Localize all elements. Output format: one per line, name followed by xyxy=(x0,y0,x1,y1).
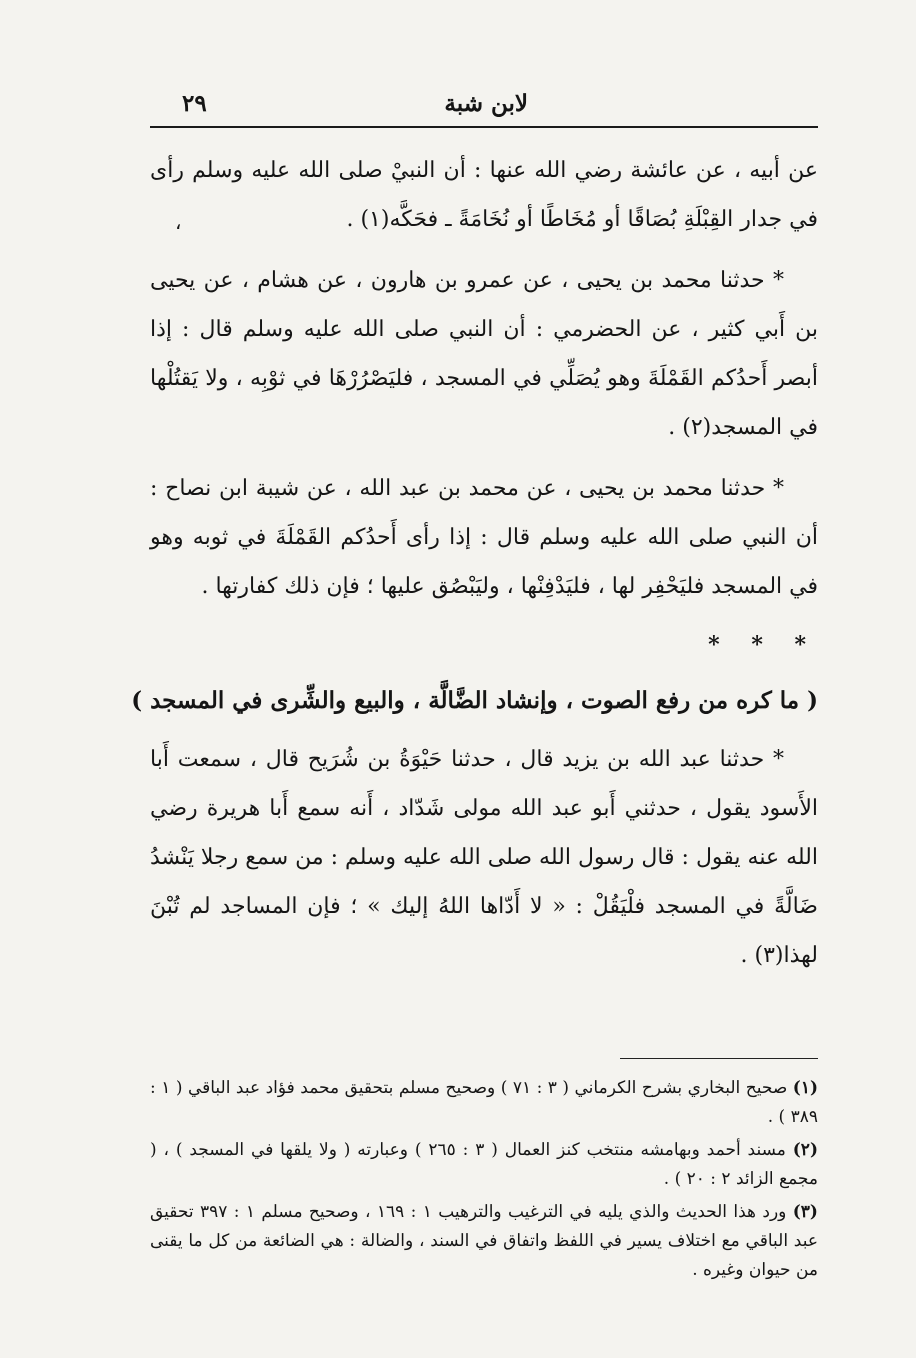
footnote-2 xyxy=(150,1136,818,1194)
footnote-3 xyxy=(150,1198,818,1285)
footnote-number: (١) xyxy=(792,1078,818,1098)
footnote-number: (٣) xyxy=(792,1202,818,1222)
footnote-text: صحيح البخاري بشرح الكرماني ( ٣ : ٧١ ) وصحيح مسلم بتحقيق محمد فؤاد عبد الباقي ( ١ : ٣٨٩ ) . xyxy=(150,1078,818,1127)
page-number: ٢٩ xyxy=(182,90,207,117)
section-paragraph-1: * حدثنا عبد الله بن يزيد قال ، حدثنا حَيْوَةُ بن شُرَيح قال ، سمعت أَبا الأَسود يقول ، حدثني أَبو عبد الله مولى شَدّاد ، أَنه سمع أَبا هريرة رضي الله عنه يقول : قال رسول الله صلى الله عليه وسلم : من سمع رجلا يَنْشدُ ضَالَّةً في المسجد فلْيَقُلْ : « لا أَدّاها اللهُ إليك » ؛ فإن المساجد لم تُبْنَ لهذا(٣) . xyxy=(150,747,818,968)
margin-mark: ، xyxy=(175,210,182,234)
page-header xyxy=(150,86,818,128)
main-text xyxy=(131,146,818,992)
footnote-1 xyxy=(150,1074,818,1132)
paragraph-3: * حدثنا محمد بن يحيى ، عن محمد بن عبد الله ، عن شيبة ابن نصاح : أن النبي صلى الله عليه وسلم قال : إذا رأى أَحدُكم القَمْلَةَ في ثوبه وهو في المسجد فليَحْفِر لها ، فليَدْفِنْها ، وليَبْصُق عليها ؛ فإن ذلك كفارتها . xyxy=(150,476,818,599)
footnote-text: ورد هذا الحديث والذي يليه في الترغيب والترهيب ١ : ١٦٩ ، وصحيح مسلم ١ : ٣٩٧ تحقيق عبد الباقي مع اختلاف يسير في اللفظ واتفاق في السند ، والضالة : هي الضائعة من كل ما يقنى من حيوان وغيره . xyxy=(150,1202,818,1280)
paragraph-1: عن أبيه ، عن عائشة رضي الله عنها : أن النبيْ صلى الله عليه وسلم رأى في جدار القِبْلَةِ بُصَاقًا أو مُخَاطًا أو نُخَامَةً ـ فحَكَّه(١) . xyxy=(150,158,818,232)
running-title: لابن شبة xyxy=(444,90,528,117)
footnote-number: (٢) xyxy=(792,1140,818,1160)
paragraph-2: * حدثنا محمد بن يحيى ، عن عمرو بن هارون ، عن هشام ، عن يحيى بن أَبي كثير ، عن الحضرمي : أن النبي صلى الله عليه وسلم قال : إذا أبصر أَحدُكم القَمْلَةَ وهو يُصَلِّي في المسجد ، فليَصْرُرْهَا في ثوْبِه ، ولا يَقتُلْها في المسجد(٢) . xyxy=(150,268,818,440)
footnote-text: مسند أحمد وبهامشه منتخب كنز العمال ( ٣ : ٢٦٥ ) وعبارته ( ولا يلقها في المسجد ) ، ( مجمع الزائد ٢ : ٢٠ ) . xyxy=(150,1140,818,1189)
footnotes xyxy=(150,1074,818,1289)
section-separator: * * * xyxy=(708,632,818,658)
section-title: ( ما كره من رفع الصوت ، وإنشاد الضَّالَّة ، والبيع والشِّرى في المسجد ) xyxy=(131,687,818,714)
footnote-rule xyxy=(620,1058,818,1059)
